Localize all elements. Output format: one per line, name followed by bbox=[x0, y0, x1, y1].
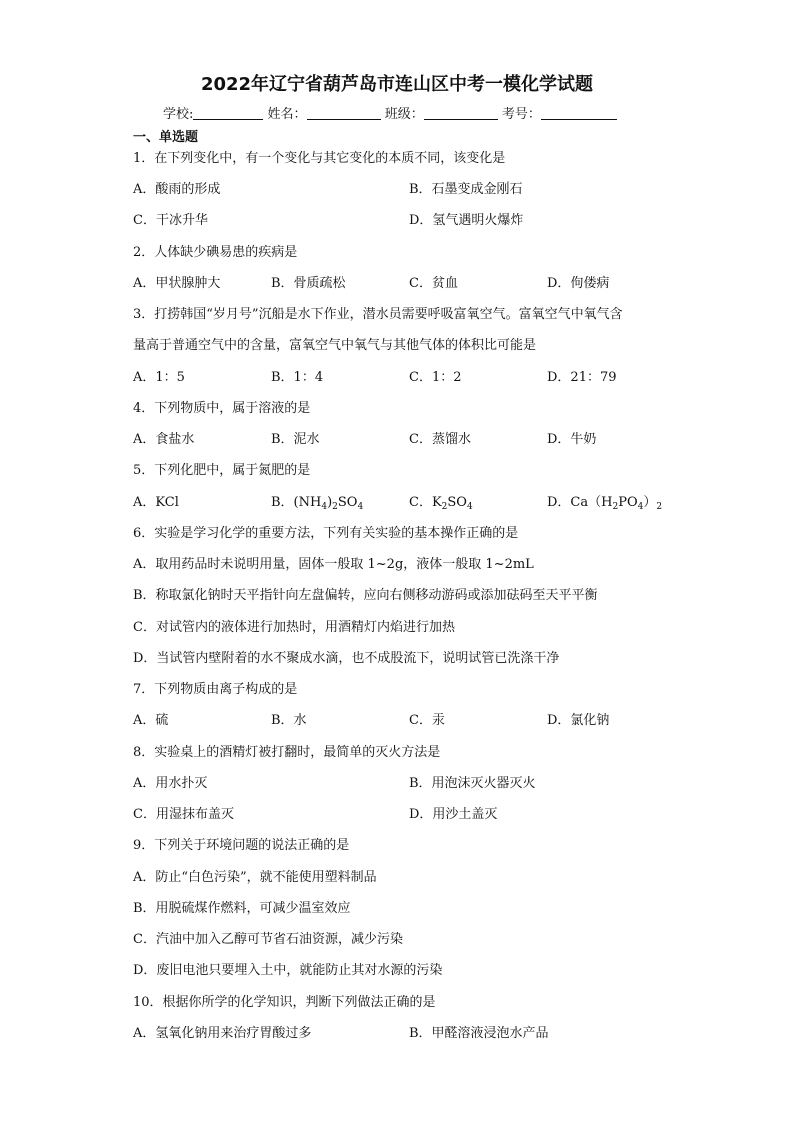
q5-c-post: SO bbox=[447, 495, 467, 510]
q3-option-d[interactable]: D．21：79 bbox=[547, 370, 617, 385]
question-6-stem: 6．实验是学习化学的重要方法，下列有关实验的基本操作正确的是 bbox=[133, 526, 519, 541]
q2-option-c[interactable]: C．贫血 bbox=[409, 276, 458, 291]
q2-option-a[interactable]: A．甲状腺肿大 bbox=[133, 276, 221, 291]
q5-b-post: SO bbox=[337, 495, 358, 510]
question-5-options bbox=[133, 487, 693, 518]
q5-d-sub1: 2 bbox=[612, 502, 619, 512]
q4-option-c[interactable]: C．蒸馏水 bbox=[409, 432, 471, 447]
q7-option-b[interactable]: B．水 bbox=[271, 713, 307, 728]
page-title: 2022年辽宁省葫芦岛市连山区中考一模化学试题 bbox=[200, 74, 594, 95]
q1-option-b[interactable]: B．石墨变成金刚石 bbox=[409, 182, 523, 197]
q5-d-sub3: 2 bbox=[656, 502, 663, 512]
question-1-options-row2 bbox=[133, 205, 693, 236]
question-7-stem: 7．下列物质由离子构成的是 bbox=[133, 682, 298, 697]
question-3-stem-line2: 量高于普通空气中的含量，富氧空气中氧气与其他气体的体积比可能是 bbox=[133, 338, 537, 353]
question-9-stem: 9．下列关于环境问题的说法正确的是 bbox=[133, 838, 350, 853]
q5-b-mid: ) bbox=[327, 495, 333, 510]
question-2-stem: 2．人体缺少碘易患的疾病是 bbox=[133, 245, 298, 260]
class-blank[interactable] bbox=[424, 105, 498, 120]
q5-d-mid: PO bbox=[618, 495, 638, 510]
question-7-options bbox=[133, 705, 693, 736]
q5-b-sub1: 4 bbox=[321, 502, 328, 512]
q4-option-d[interactable]: D．牛奶 bbox=[547, 432, 597, 447]
q2-option-d[interactable]: D．佝偻病 bbox=[547, 276, 610, 291]
q6-option-a[interactable]: A．取用药品时未说明用量，固体一般取 1~2g，液体一般取 1~2mL bbox=[133, 557, 534, 572]
question-5-stem: 5．下列化肥中，属于氮肥的是 bbox=[133, 463, 311, 478]
question-3-stem-line1: 3．打捞韩国“岁月号”沉船是水下作业，潜水员需要呼吸富氧空气。富氧空气中氧气含 bbox=[133, 307, 623, 322]
q9-option-c[interactable]: C．汽油中加入乙醇可节省石油资源，减少污染 bbox=[133, 932, 403, 947]
school-label: 学校: bbox=[163, 107, 194, 122]
q5-c-sub2: 4 bbox=[466, 502, 473, 512]
q9-option-a[interactable]: A．防止“白色污染”，就不能使用塑料制品 bbox=[133, 870, 377, 885]
question-8-options-row2 bbox=[133, 799, 693, 830]
q8-option-c[interactable]: C．用湿抹布盖灭 bbox=[133, 807, 234, 822]
q5-c-pre: C．K bbox=[409, 495, 442, 510]
question-8-stem: 8．实验桌上的酒精灯被打翻时，最简单的灭火方法是 bbox=[133, 745, 441, 760]
q1-option-d[interactable]: D．氢气遇明火爆炸 bbox=[409, 213, 524, 228]
q7-option-c[interactable]: C．汞 bbox=[409, 713, 445, 728]
question-10-stem: 10．根据你所学的化学知识，判断下列做法正确的是 bbox=[133, 995, 436, 1010]
q9-option-d[interactable]: D．废旧电池只要埋入土中，就能防止其对水源的污染 bbox=[133, 963, 443, 978]
q1-option-a[interactable]: A．酸雨的形成 bbox=[133, 182, 221, 197]
q3-option-a[interactable]: A．1：5 bbox=[133, 370, 185, 385]
question-2-options bbox=[133, 268, 693, 299]
name-blank[interactable] bbox=[307, 105, 381, 120]
q10-option-b[interactable]: B．甲醛溶液浸泡水产品 bbox=[409, 1026, 549, 1041]
q4-option-b[interactable]: B．泥水 bbox=[271, 432, 320, 447]
question-4-stem: 4．下列物质中，属于溶液的是 bbox=[133, 401, 311, 416]
number-label: 考号： bbox=[501, 107, 541, 122]
school-blank[interactable] bbox=[193, 105, 263, 120]
q7-option-d[interactable]: D．氯化钠 bbox=[547, 713, 610, 728]
number-blank[interactable] bbox=[541, 105, 617, 120]
question-1-options-row1 bbox=[133, 174, 693, 205]
question-10-options-row1 bbox=[133, 1018, 693, 1049]
q4-option-a[interactable]: A．食盐水 bbox=[133, 432, 195, 447]
q5-b-sub2: 2 bbox=[332, 502, 338, 512]
question-1-stem: 1．在下列变化中，有一个变化与其它变化的本质不同，该变化是 bbox=[133, 151, 506, 166]
q5-d-sub2: 4 bbox=[637, 502, 644, 512]
q5-b-pre: B．(NH bbox=[271, 495, 322, 510]
q1-option-c[interactable]: C．干冰升华 bbox=[133, 213, 208, 228]
question-4-options bbox=[133, 424, 693, 455]
name-label: 姓名： bbox=[267, 107, 307, 122]
q5-d-pre: D．Ca（H bbox=[547, 495, 613, 510]
q2-option-b[interactable]: B．骨质疏松 bbox=[271, 276, 346, 291]
q3-option-c[interactable]: C．1：2 bbox=[409, 370, 462, 385]
student-info-line bbox=[163, 103, 617, 122]
q8-option-b[interactable]: B．用泡沫灭火器灭火 bbox=[409, 776, 536, 791]
q5-option-a[interactable]: A．KCl bbox=[133, 495, 179, 510]
q5-b-sub3: 4 bbox=[357, 502, 364, 512]
q9-option-b[interactable]: B．用脱硫煤作燃料，可减少温室效应 bbox=[133, 901, 351, 916]
section-heading: 一、单选题 bbox=[133, 130, 199, 145]
class-label: 班级： bbox=[384, 107, 424, 122]
question-8-options-row1 bbox=[133, 768, 693, 799]
q6-option-c[interactable]: C．对试管内的液体进行加热时，用酒精灯内焰进行加热 bbox=[133, 620, 455, 635]
q5-c-sub1: 2 bbox=[441, 502, 448, 512]
q8-option-a[interactable]: A．用水扑灭 bbox=[133, 776, 208, 791]
q6-option-d[interactable]: D．当试管内壁附着的水不聚成水滴，也不成股流下，说明试管已洗涤干净 bbox=[133, 651, 560, 666]
q6-option-b[interactable]: B．称取氯化钠时天平指针向左盘偏转，应向右侧移动游码或添加砝码至天平平衡 bbox=[133, 588, 598, 603]
q3-option-b[interactable]: B．1：4 bbox=[271, 370, 324, 385]
q5-d-post: ） bbox=[643, 495, 657, 510]
q10-option-a[interactable]: A．氢氧化钠用来治疗胃酸过多 bbox=[133, 1026, 312, 1041]
question-3-options bbox=[133, 362, 693, 393]
q7-option-a[interactable]: A．硫 bbox=[133, 713, 169, 728]
q8-option-d[interactable]: D．用沙土盖灭 bbox=[409, 807, 498, 822]
